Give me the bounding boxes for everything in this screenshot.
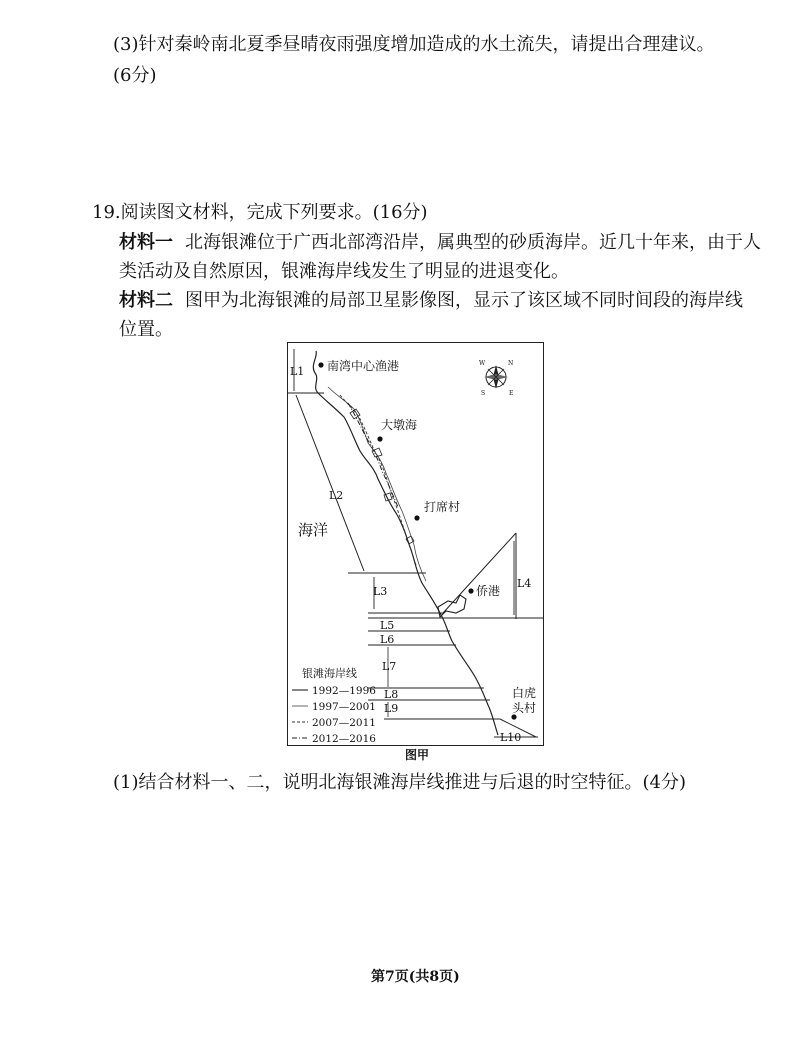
material1-line2: 类活动及自然原因，银滩海岸线发生了明显的进退变化。 <box>119 261 569 282</box>
q18-part3-line2: (6分) <box>113 65 157 86</box>
legend-item-2: 1997—2001 <box>312 701 376 713</box>
q18-part3-line1: (3)针对秦岭南北夏季昼晴夜雨强度增加造成的水土流失，请提出合理建议。 <box>113 34 715 55</box>
segment-l7: L7 <box>382 660 397 673</box>
coastline-map <box>288 343 543 745</box>
q19-heading: 19.阅读图文材料，完成下列要求。(16分) <box>92 202 428 223</box>
segment-l1: L1 <box>290 365 305 378</box>
compass-w: W <box>479 360 486 367</box>
legend-title: 银滩海岸线 <box>302 667 357 680</box>
figure-caption: 图甲 <box>405 748 430 762</box>
segment-l10: L10 <box>500 731 522 744</box>
segment-l9: L9 <box>384 702 399 715</box>
segment-l8: L8 <box>384 688 399 701</box>
q19-part1-question: (1)结合材料一、二，说明北海银滩海岸线推进与后退的时空特征。(4分) <box>113 772 686 793</box>
material1-line1: 北海银滩位于广西北部湾沿岸，属典型的砂质海岸。近几十年来，由于人 <box>185 232 761 253</box>
segment-l4: L4 <box>517 577 532 590</box>
material2-label: 材料二 <box>119 290 173 311</box>
label-nanwan-fishing-port: 南湾中心渔港 <box>327 359 400 373</box>
legend-item-1: 1992—1996 <box>312 685 376 697</box>
compass-s: S <box>481 390 486 397</box>
legend-item-4: 2012—2016 <box>312 733 376 745</box>
legend-item-3: 2007—2011 <box>312 717 376 729</box>
segment-l6: L6 <box>380 633 395 646</box>
label-dadunhai: 大墩海 <box>381 418 418 432</box>
compass-rose-icon <box>484 365 508 389</box>
material2-line1: 图甲为北海银滩的局部卫星影像图，显示了该区域不同时间段的海岸线 <box>185 290 743 311</box>
segment-l5: L5 <box>380 619 395 632</box>
page-number: 第7页(共8页) <box>371 969 460 985</box>
segment-l2: L2 <box>329 489 344 502</box>
label-daxicun: 打席村 <box>424 500 461 514</box>
label-qiaogang: 侨港 <box>476 584 501 598</box>
label-ocean: 海洋 <box>298 521 329 539</box>
label-baihu: 白虎 <box>512 686 537 700</box>
coastline-legend <box>292 666 376 745</box>
material2-line2: 位置。 <box>119 319 173 340</box>
label-toucun: 头村 <box>512 701 537 715</box>
compass-e: E <box>509 390 514 397</box>
satellite-map-figure <box>287 342 544 746</box>
segment-l3: L3 <box>373 585 388 598</box>
material1-label: 材料一 <box>119 232 173 253</box>
compass-n: N <box>508 360 514 367</box>
